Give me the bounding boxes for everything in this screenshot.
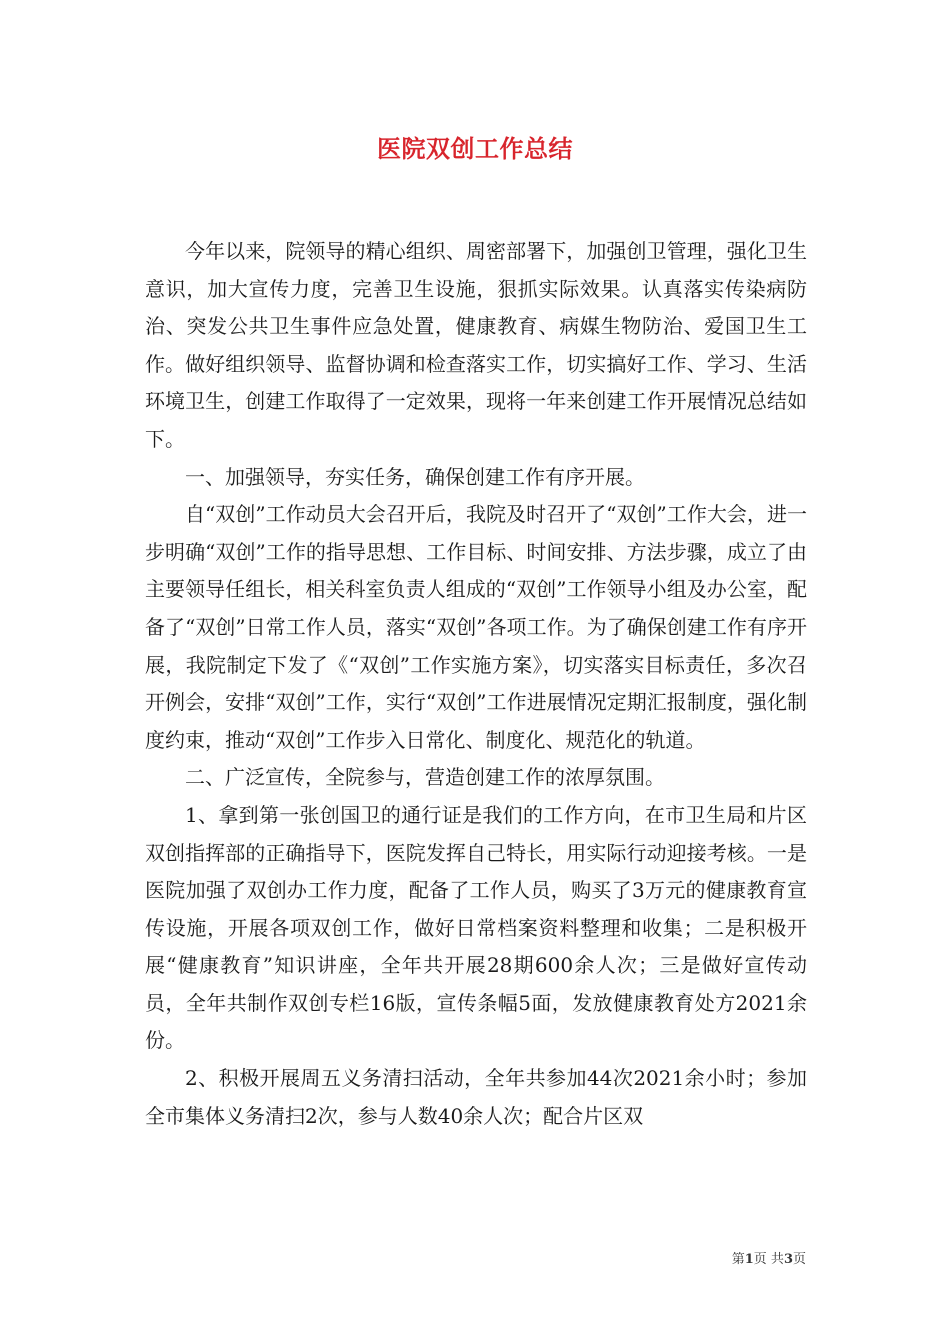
footer-middle: 页 共	[753, 1252, 784, 1267]
page-number-footer	[0, 1248, 806, 1267]
paragraph-section-1: 自“双创”工作动员大会召开后，我院及时召开了“双创”工作大会，进一步明确“双创”工作的指导思想、工作目标、时间安排、方法步骤，成立了由主要领导任组长，相关科室负责人组成的“双创”工作领导小组及办公室，配备了“双创”日常工作人员，落实“双创”各项工作。为了确保创建工作有序开展，我院制定下发了《“双创”工作实施方案》，切实落实目标责任，多次召开例会，安排“双创”工作，实行“双创”工作进展情况定期汇报制度，强化制度约束，推动“双创”工作步入日常化、制度化、规范化的轨道。	[145, 502, 807, 752]
paragraph-item-2: 2、积极开展周五义务清扫活动，全年共参加44次2021余小时；参加全市集体义务清扫2次，参与人数40余人次；配合片区双	[145, 1066, 807, 1128]
total-page-count: 3	[783, 1252, 793, 1267]
current-page-number: 1	[744, 1252, 754, 1267]
footer-prefix: 第	[731, 1252, 745, 1267]
document-title: 医院双创工作总结	[377, 134, 573, 163]
section-heading-2: 二、广泛宣传，全院参与，营造创建工作的浓厚氛围。	[185, 765, 665, 790]
section-heading-1: 一、加强领导，夯实任务，确保创建工作有序开展。	[185, 464, 645, 489]
document-body	[145, 233, 807, 1135]
footer-suffix: 页	[792, 1252, 806, 1267]
paragraph-item-1: 1、拿到第一张创国卫的通行证是我们的工作方向，在市卫生局和片区双创指挥部的正确指导下，医院发挥自己特长，用实际行动迎接考核。一是医院加强了双创办工作力度，配备了工作人员，购买了3万元的健康教育宣传设施，开展各项双创工作，做好日常档案资料整理和收集；二是积极开展“健康教育”知识讲座，全年共开展28期600余人次；三是做好宣传动员，全年共制作双创专栏16版，宣传条幅5面，发放健康教育处方2021余份。	[145, 802, 807, 1053]
paragraph-intro: 今年以来，院领导的精心组织、周密部署下，加强创卫管理，强化卫生意识，加大宣传力度，完善卫生设施，狠抓实际效果。认真落实传染病防治、突发公共卫生事件应急处置，健康教育、病媒生物防治、爱国卫生工作。做好组织领导、监督协调和检查落实工作，切实搞好工作、学习、生活环境卫生，创建工作取得了一定效果，现将一年来创建工作开展情况总结如下。	[145, 239, 807, 451]
